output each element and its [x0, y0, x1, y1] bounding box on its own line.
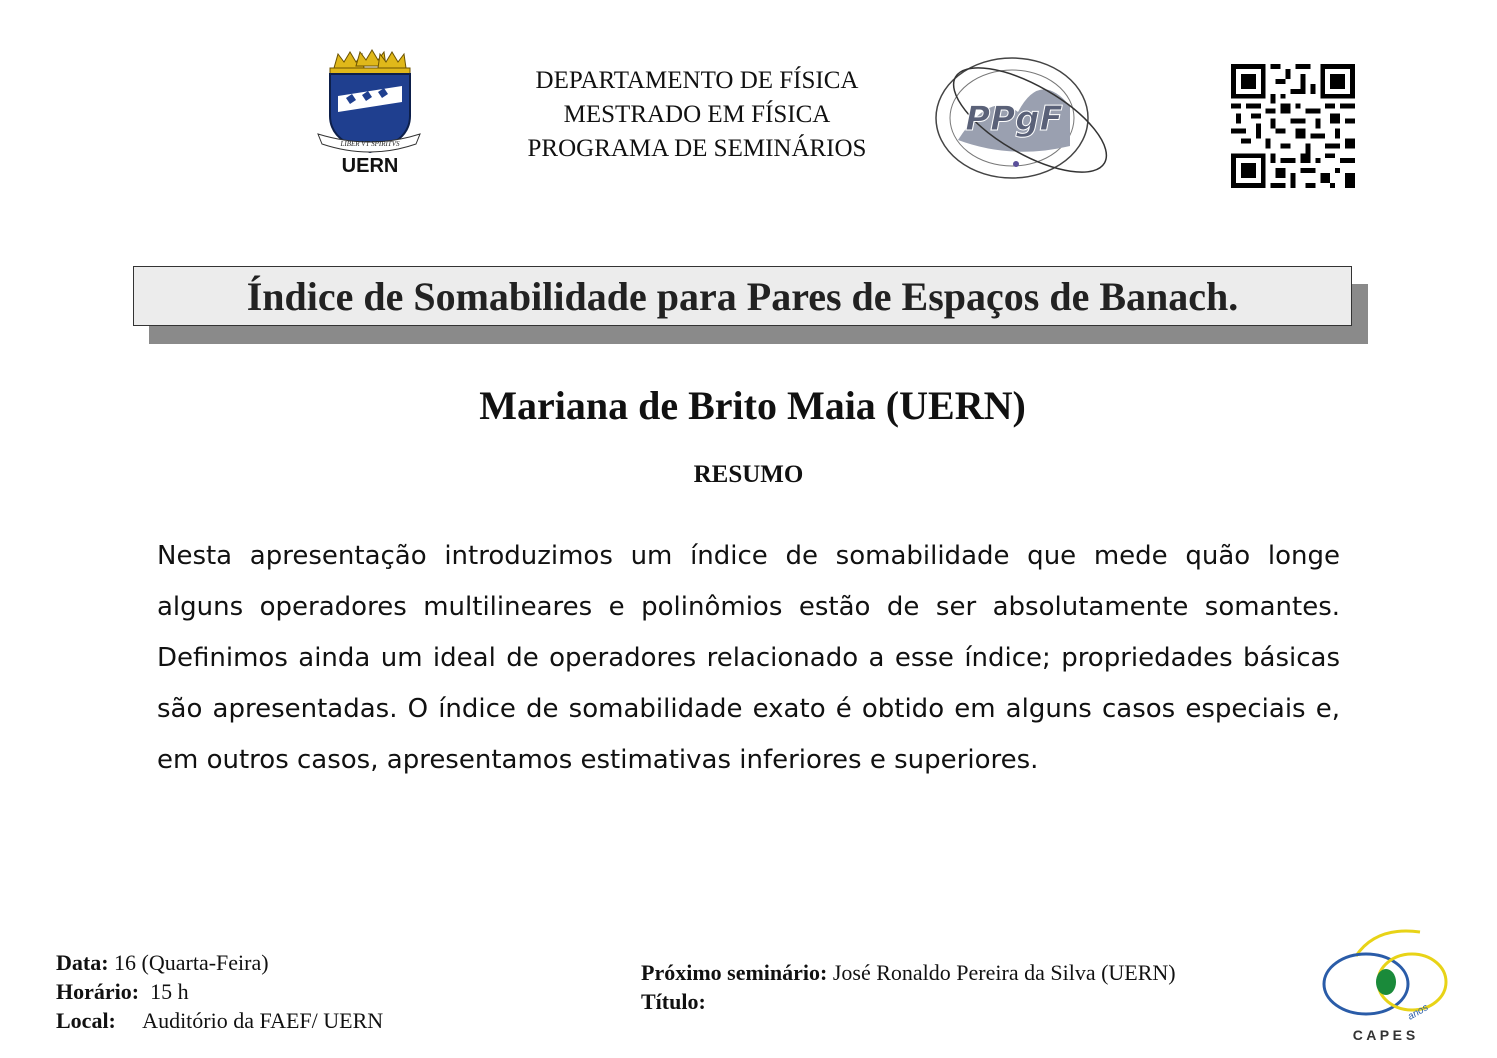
- ppgf-wordmark: PPgF: [965, 99, 1063, 139]
- next-seminar: [641, 958, 1176, 1016]
- date-label: Data:: [56, 950, 109, 975]
- next-seminar-speaker: José Ronaldo Pereira da Silva (UERN): [827, 960, 1176, 985]
- time-label: Horário:: [56, 979, 140, 1004]
- seminar-details: [56, 948, 383, 1035]
- seminar-title-box: [133, 266, 1352, 326]
- next-title-label: Título:: [641, 989, 706, 1014]
- next-seminar-label: Próximo seminário:: [641, 960, 828, 985]
- seminar-program-line: PROGRAMA DE SEMINÁRIOS: [527, 135, 867, 162]
- place-value: Auditório da FAEF/ UERN: [115, 1008, 384, 1033]
- time-row: [56, 977, 383, 1006]
- place-row: [56, 1006, 383, 1035]
- time-value: 15 h: [139, 979, 189, 1004]
- date-row: [56, 948, 383, 977]
- abstract-text: Nesta apresentação introduzimos um índice de somabilidade que mede quão longe alguns operadores multilineares e polinômios estão de ser absolutamente somantes. Definimos ainda um ideal de operadores relacionado a esse índice; propriedades básicas são apresentadas. O índice de somabilidade exato é obtido em alguns casos especiais e, em outros casos, apresentamos estimativas inferiores e superiores.: [157, 541, 1340, 775]
- uern-wordmark: UERN: [341, 155, 399, 176]
- ppgf-logo: [930, 50, 1114, 186]
- capes-logo: [1316, 926, 1452, 1046]
- place-label: Local:: [56, 1008, 116, 1033]
- seminar-title: Índice de Somabilidade para Pares de Espaços de Banach.: [246, 273, 1239, 319]
- department-line: DEPARTAMENTO DE FÍSICA: [535, 67, 859, 94]
- capes-anos: anos: [1406, 1002, 1431, 1023]
- institution-header: [450, 64, 944, 166]
- date-value: 16 (Quarta-Feira): [108, 950, 269, 975]
- speaker-name: Mariana de Brito Maia (UERN): [479, 383, 1026, 428]
- abstract-heading: RESUMO: [693, 461, 804, 488]
- next-seminar-row: [641, 958, 1176, 987]
- program-line: MESTRADO EM FÍSICA: [563, 101, 831, 128]
- qr-code[interactable]: [1231, 64, 1355, 188]
- uern-logo: [316, 46, 422, 176]
- capes-wordmark: C A P E S: [1352, 1027, 1416, 1043]
- uern-motto: LIBER VT SPIRITVS: [340, 140, 400, 148]
- next-title-row: [641, 987, 1176, 1016]
